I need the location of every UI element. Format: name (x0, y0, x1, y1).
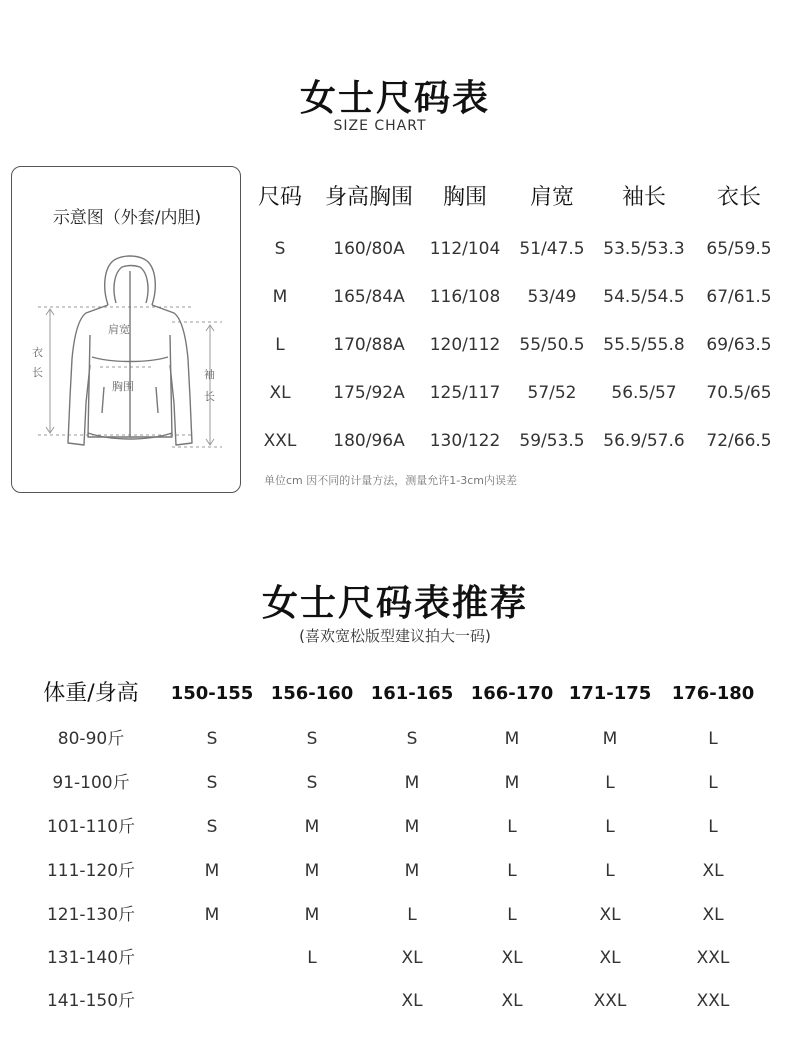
table-row (30, 893, 770, 937)
table-row (254, 325, 784, 365)
size-cell: XXL (696, 948, 730, 968)
size-cell: L (605, 817, 615, 837)
weight-cell: 121-130斤 (46, 905, 136, 925)
table-row (30, 936, 770, 980)
size-cell: XL (702, 905, 724, 925)
size-cell: M (504, 773, 520, 793)
size-cell: L (507, 817, 517, 837)
sleeve-cell: 56.9/57.6 (603, 431, 685, 451)
size-cell (162, 979, 262, 1023)
weight-cell: 80-90斤 (57, 729, 125, 749)
jacket-outline-icon (12, 247, 242, 457)
length-cell: 69/63.5 (706, 335, 772, 355)
sleeve-cell: 56.5/57 (611, 383, 677, 403)
size-cell: L (275, 335, 285, 355)
length-cell: 70.5/65 (706, 383, 772, 403)
sleeve-label-bottom: 长 (204, 390, 215, 403)
size-cell: XL (501, 948, 523, 968)
size-cell: L (507, 861, 517, 881)
size-cell (262, 979, 362, 1023)
length-cell: 65/59.5 (706, 239, 772, 259)
size-cell: L (507, 905, 517, 925)
height-chest-cell: 175/92A (333, 383, 405, 403)
shoulder-label: 肩宽 (108, 323, 130, 336)
diagram-panel (11, 166, 241, 493)
header-height-range: 150-155 (170, 683, 254, 704)
chest-cell: 125/117 (429, 383, 501, 403)
size-table-header (254, 178, 784, 218)
table-row (30, 979, 770, 1023)
shoulder-cell: 53/49 (527, 287, 577, 307)
size-cell: L (708, 773, 718, 793)
size-cell: M (304, 905, 320, 925)
size-cell: M (404, 861, 420, 881)
size-cell: M (504, 729, 520, 749)
header-sleeve: 袖长 (621, 185, 666, 210)
chest-cell: 112/104 (429, 239, 501, 259)
size-cell: XL (599, 905, 621, 925)
recommend-subtitle: (喜欢宽松版型建议拍大一码) (299, 627, 491, 645)
size-chart-subtitle: SIZE CHART (333, 118, 427, 134)
size-cell: S (206, 817, 218, 837)
size-chart-title: 女士尺码表 (299, 78, 490, 119)
chest-cell: 116/108 (429, 287, 501, 307)
table-row (254, 229, 784, 269)
size-cell: L (407, 905, 417, 925)
length-label-bottom: 长 (32, 366, 43, 379)
size-cell: XXL (263, 431, 297, 451)
size-cell: S (306, 773, 318, 793)
size-cell: XL (599, 948, 621, 968)
header-height-chest: 身高胸围 (324, 185, 413, 210)
size-cell: XXL (593, 991, 627, 1011)
sleeve-label-top: 袖 (204, 368, 215, 381)
header-height-range: 161-165 (370, 683, 454, 704)
header-weight-height: 体重/身高 (43, 681, 139, 706)
size-cell: M (272, 287, 288, 307)
size-cell: L (605, 773, 615, 793)
recommend-title: 女士尺码表推荐 (261, 583, 528, 624)
size-cell: S (306, 729, 318, 749)
weight-cell: 91-100斤 (52, 773, 130, 793)
size-cell: M (304, 861, 320, 881)
header-size: 尺码 (257, 185, 302, 210)
height-chest-cell: 180/96A (333, 431, 405, 451)
table-row (30, 849, 770, 893)
height-chest-cell: 165/84A (333, 287, 405, 307)
height-chest-cell: 160/80A (333, 239, 405, 259)
size-cell (162, 936, 262, 980)
weight-cell: 131-140斤 (46, 948, 136, 968)
table-row (30, 761, 770, 805)
size-cell: M (304, 817, 320, 837)
header-shoulder: 肩宽 (529, 185, 574, 210)
size-cell: XL (702, 861, 724, 881)
size-cell: XL (269, 383, 291, 403)
table-row (30, 717, 770, 761)
table-row (254, 373, 784, 413)
header-chest: 胸围 (442, 185, 487, 210)
size-cell: M (602, 729, 618, 749)
weight-cell: 141-150斤 (46, 991, 136, 1011)
header-height-range: 171-175 (568, 683, 652, 704)
chest-cell: 130/122 (429, 431, 501, 451)
size-cell: XL (401, 991, 423, 1011)
header-length: 衣长 (716, 185, 761, 210)
size-cell: L (605, 861, 615, 881)
recommend-table-header (30, 672, 770, 716)
size-cell: S (406, 729, 418, 749)
sleeve-cell: 53.5/53.3 (603, 239, 685, 259)
sleeve-cell: 54.5/54.5 (603, 287, 685, 307)
size-cell: XXL (696, 991, 730, 1011)
header-height-range: 166-170 (470, 683, 554, 704)
weight-cell: 111-120斤 (46, 861, 136, 881)
chest-cell: 120/112 (429, 335, 501, 355)
chest-label: 胸围 (112, 380, 134, 393)
shoulder-cell: 59/53.5 (519, 431, 585, 451)
measurement-note: 单位cm 因不同的计量方法，测量允许1-3cm内误差 (264, 474, 517, 487)
table-row (254, 421, 784, 461)
header-height-range: 156-160 (270, 683, 354, 704)
size-cell: L (307, 948, 317, 968)
weight-cell: 101-110斤 (46, 817, 136, 837)
table-row (254, 277, 784, 317)
size-cell: M (204, 861, 220, 881)
length-label-top: 衣 (32, 346, 43, 359)
size-cell: L (708, 729, 718, 749)
length-cell: 72/66.5 (706, 431, 772, 451)
size-cell: M (404, 773, 420, 793)
height-chest-cell: 170/88A (333, 335, 405, 355)
size-cell: XL (401, 948, 423, 968)
size-cell: M (404, 817, 420, 837)
shoulder-cell: 51/47.5 (519, 239, 585, 259)
size-cell: XL (501, 991, 523, 1011)
size-cell: M (204, 905, 220, 925)
diagram-caption: 示意图（外套/内胆) (52, 208, 202, 228)
shoulder-cell: 55/50.5 (519, 335, 585, 355)
shoulder-cell: 57/52 (527, 383, 577, 403)
size-cell: S (206, 729, 218, 749)
table-row (30, 805, 770, 849)
sleeve-cell: 55.5/55.8 (603, 335, 685, 355)
header-height-range: 176-180 (671, 683, 755, 704)
size-cell: L (708, 817, 718, 837)
size-cell: S (274, 239, 286, 259)
size-cell: S (206, 773, 218, 793)
length-cell: 67/61.5 (706, 287, 772, 307)
